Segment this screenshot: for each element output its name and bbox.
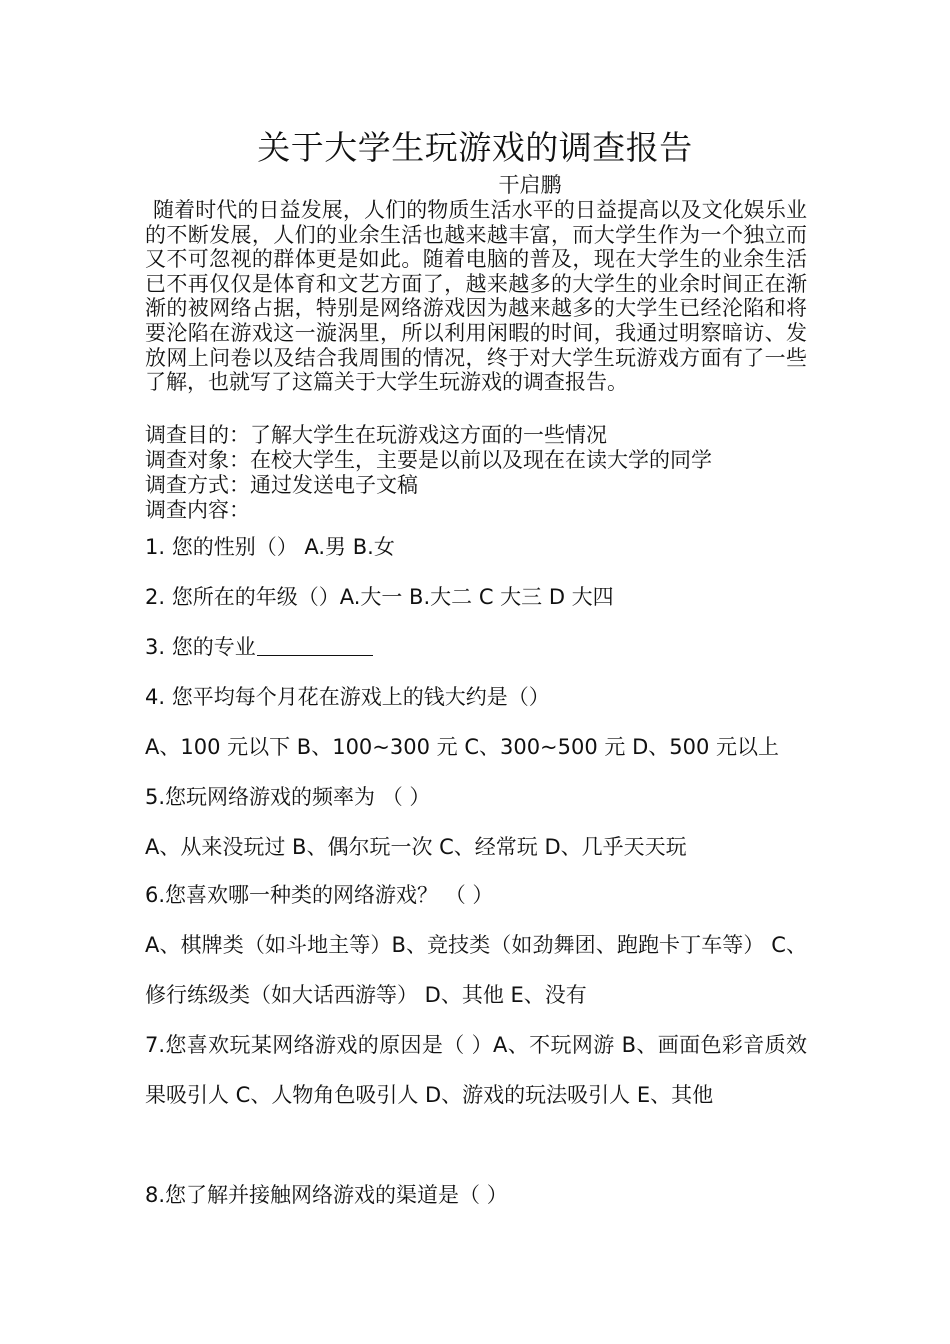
question-3 [145, 622, 807, 672]
survey-content-label: 调查内容： [145, 498, 250, 522]
question-5: 5.您玩网络游戏的频率为 （ ） [145, 785, 431, 809]
question-4: 4. 您平均每个月花在游戏上的钱大约是（） [145, 685, 550, 709]
document-author: 干启鹏 [498, 173, 562, 197]
question-8: 8.您了解并接触网络游戏的渠道是（ ） [145, 1183, 508, 1207]
question-6: 6.您喜欢哪一种类的网络游戏？ （ ） [145, 883, 494, 907]
document-title: 关于大学生玩游戏的调查报告 [257, 128, 693, 167]
question-3-text: 3. 您的专业 [145, 635, 256, 659]
question-1: 1. 您的性别（） A.男 B.女 [145, 535, 395, 559]
survey-purpose: 调查目的：了解大学生在玩游戏这方面的一些情况 [145, 423, 607, 447]
survey-target: 调查对象：在校大学生，主要是以前以及现在在读大学的同学 [145, 448, 712, 472]
question-7: 7.您喜欢玩某网络游戏的原因是（ ）A、不玩网游 B、画面色彩音质效果吸引人 C、人物角色吸引人 D、游戏的玩法吸引人 E、其他 [145, 1033, 807, 1107]
survey-method: 调查方式：通过发送电子文稿 [145, 473, 418, 497]
question-4-options: A、100 元以下 B、100~300 元 C、300~500 元 D、500 元以上 [145, 735, 780, 759]
question-2: 2. 您所在的年级（）A.大一 B.大二 C 大三 D 大四 [145, 585, 614, 609]
answer-blank [257, 635, 373, 656]
question-6-options: A、棋牌类（如斗地主等）B、竞技类（如劲舞团、跑跑卡丁车等） C、修行练级类（如大话西游等） D、其他 E、没有 [145, 933, 807, 1007]
question-5-options: A、从来没玩过 B、偶尔玩一次 C、经常玩 D、几乎天天玩 [145, 835, 687, 859]
intro-paragraph: 随着时代的日益发展，人们的物质生活水平的日益提高以及文化娱乐业的不断发展，人们的业余生活也越来越丰富，而大学生作为一个独立而又不可忽视的群体更是如此。随着电脑的普及，现在大学生的业余生活已不再仅仅是体育和文艺方面了，越来越多的大学生的业余时间正在渐渐的被网络占据，特别是网络游戏因为越来越多的大学生已经沦陷和将要沦陷在游戏这一漩涡里，所以利用闲暇的时间，我通过明察暗访、发放网上问卷以及结合我周围的情况，终于对大学生玩游戏方面有了一些了解，也就写了这篇关于大学生玩游戏的调查报告。 [145, 198, 807, 395]
